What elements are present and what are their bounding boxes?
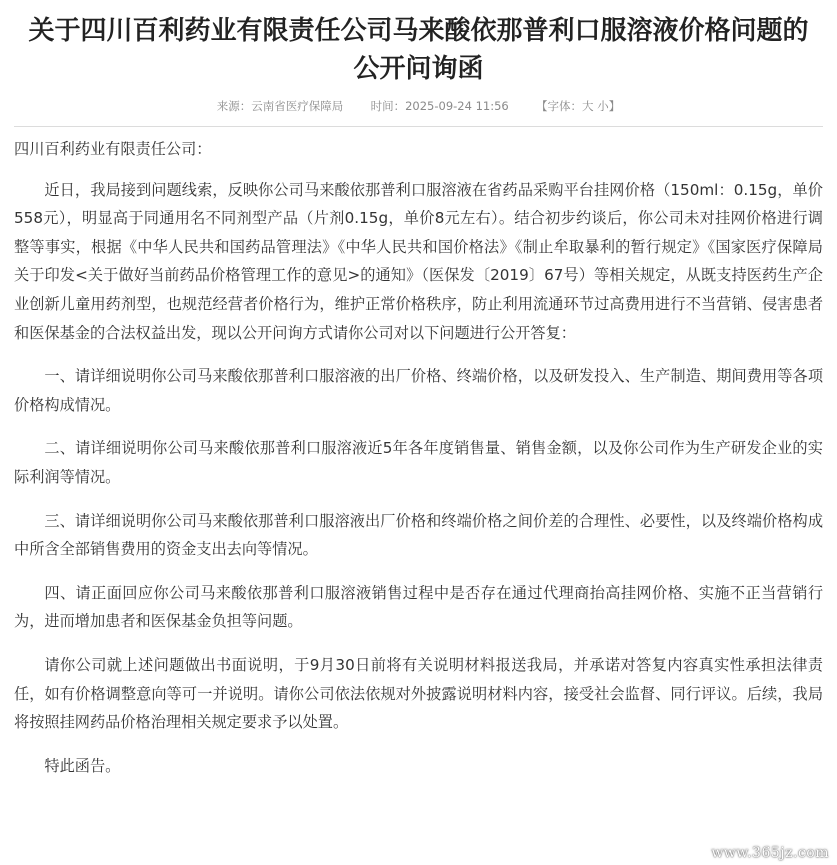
salutation: 四川百利药业有限责任公司： (14, 140, 212, 158)
font-size-label-end: 】 (608, 99, 621, 113)
font-size-control (536, 96, 620, 116)
closing-line: 特此函告。 (44, 756, 121, 775)
font-small-button[interactable]: 小 (597, 99, 609, 113)
paragraph-intro: 近日，我局接到问题线索，反映你公司马来酸依那普利口服溶液在省药品采购平台挂网价格（150ml：0.15g，单价558元），明显高于同通用名不同剂型产品（片剂0.15g，单价8元左右）。结合初步约谈后，你公司未对挂网价格进行调整等事实，根据《中华人民共和国药品管理法》《中华人民共和国价格法》《制止牟取暴利的暂行规定》《国家医疗保障局关于印发<关于做好当前药品价格管理工作的意见>的通知》（医保发〔2019〕67号）等相关规定，从既支持医药生产企业创新儿童用药剂型，也规范经营者价格行为，维护正常价格秩序，防止利用流通环节过高费用进行不当营销、侵害患者和医保基金的合法权益出发，现以公开问询方式请你公司对以下问题进行公开答复： (14, 180, 823, 342)
question-1: 一、请详细说明你公司马来酸依那普利口服溶液的出厂价格、终端价格，以及研发投入、生产制造、期间费用等各项价格构成情况。 (14, 367, 823, 414)
site-watermark: www.365jz.com (711, 845, 829, 861)
header-divider (14, 126, 823, 127)
question-4: 四、请正面回应你公司马来酸依那普利口服溶液销售过程中是否存在通过代理商抬高挂网价格、实施不正当营销行为，进而增加患者和医保基金负担等问题。 (14, 583, 823, 631)
question-2: 二、请详细说明你公司马来酸依那普利口服溶液近5年各年度销售量、销售金额，以及你公司作为生产研发企业的实际利润等情况。 (14, 439, 823, 486)
question-3: 三、请详细说明你公司马来酸依那普利口服溶液出厂价格和终端价格之间价差的合理性、必要性，以及终端价格构成中所含全部销售费用的资金支出去向等情况。 (14, 511, 823, 559)
article-body (14, 135, 823, 780)
article-title: 关于四川百利药业有限责任公司马来酸依那普利口服溶液价格问题的公开问询函 (28, 16, 809, 84)
article-time: 时间：2025-09-24 11:56 (370, 99, 509, 113)
article-source: 来源：云南省医疗保障局 (216, 99, 344, 113)
font-size-label: 【字体： (536, 99, 583, 113)
font-large-button[interactable]: 大 (582, 99, 594, 113)
paragraph-request: 请你公司就上述问题做出书面说明，于9月30日前将有关说明材料报送我局，并承诺对答复内容真实性承担法律责任，如有价格调整意向等可一并说明。请你公司依法依规对外披露说明材料内容，接受社会监督、同行评议。后续，我局将按照挂网药品价格治理相关规定要求予以处置。 (14, 655, 823, 732)
article-meta (14, 96, 823, 116)
